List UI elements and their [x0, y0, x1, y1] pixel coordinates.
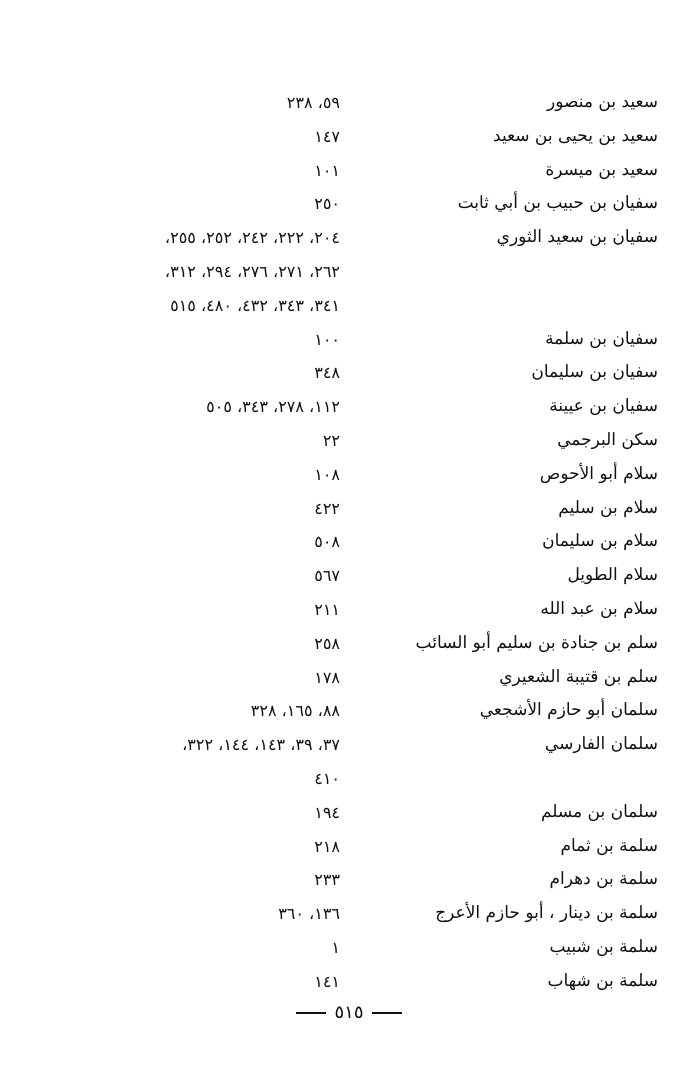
- entry-name: سفيان بن عيينة: [549, 396, 658, 417]
- index-entry: [0, 356, 698, 390]
- entry-name: سلمان أبو حازم الأشجعي: [479, 700, 658, 721]
- index-entry: [0, 255, 698, 289]
- entry-name: سلمان بن مسلم: [540, 801, 658, 822]
- entry-pages: ٢٥٨: [314, 633, 340, 653]
- entry-pages: ١١٢، ٢٧٨، ٣٤٣، ٥٠٥: [206, 397, 340, 417]
- entry-name: سلام بن سليمان: [542, 531, 658, 552]
- entry-pages: ٢٢: [322, 430, 340, 450]
- entry-name: سلام الطويل: [567, 565, 658, 586]
- page-number: ٥١٥: [334, 1002, 364, 1023]
- entry-name: سلم بن قتيبة الشعيري: [499, 666, 658, 687]
- entry-name: سلمة بن دهرام: [549, 869, 658, 890]
- index-entry: [0, 965, 698, 999]
- index-entry: [0, 593, 698, 627]
- index-entry: [0, 458, 698, 492]
- entry-pages: ٢٦٢، ٢٧١، ٢٧٦، ٢٩٤، ٣١٢،: [164, 261, 340, 281]
- entry-pages: ١٩٤: [314, 802, 340, 822]
- entry-name: سفيان بن سلمة: [545, 328, 658, 349]
- index-entry: [0, 424, 698, 458]
- footer-dash-left: [296, 1012, 326, 1014]
- entry-name: سلمة بن شهاب: [547, 970, 658, 991]
- footer-dash-right: [372, 1012, 402, 1014]
- index-entry: [0, 86, 698, 120]
- entry-name: سلمة بن شبيب: [549, 936, 658, 957]
- index-entry: [0, 323, 698, 357]
- index-entry: [0, 728, 698, 762]
- entry-pages: ٥٩، ٢٣٨: [286, 93, 340, 112]
- index-list: [0, 86, 698, 999]
- entry-name: سكن البرجمي: [557, 429, 658, 450]
- index-entry: [0, 154, 698, 188]
- entry-name: سعيد بن يحيى بن سعيد: [493, 125, 658, 146]
- entry-name: سلمة بن ثمام: [560, 835, 658, 856]
- entry-name: سلم بن جنادة بن سليم أبو السائب: [415, 632, 658, 653]
- entry-pages: ٣٤٨: [314, 363, 340, 383]
- entry-name: سلام بن عبد الله: [540, 598, 658, 619]
- index-entry: [0, 762, 698, 796]
- index-entry: [0, 931, 698, 965]
- index-entry: [0, 120, 698, 154]
- entry-name: سفيان بن سليمان: [531, 362, 658, 383]
- entry-pages: ١٠١: [314, 160, 340, 180]
- entry-pages: ٣٧، ٣٩، ١٤٣، ١٤٤، ٣٢٢،: [182, 735, 340, 755]
- entry-pages: ١: [331, 937, 340, 957]
- index-entry: [0, 796, 698, 830]
- entry-pages: ٥٦٧: [314, 566, 340, 586]
- entry-pages: ٢١٨: [314, 836, 340, 856]
- index-entry: [0, 559, 698, 593]
- entry-pages: ٤٢٢: [314, 498, 340, 518]
- index-entry: [0, 863, 698, 897]
- entry-pages: ١٣٦، ٣٦٠: [278, 904, 340, 924]
- entry-pages: ٨٨، ١٦٥، ٣٢٨: [250, 701, 340, 721]
- entry-pages: ٤١٠: [314, 768, 340, 788]
- index-entry: [0, 390, 698, 424]
- entry-pages: ١٠٠: [314, 329, 340, 349]
- entry-pages: ٢٣٣: [314, 870, 340, 890]
- entry-pages: ٥٠٨: [314, 532, 340, 552]
- index-entry: [0, 289, 698, 323]
- entry-name: سفيان بن حبيب بن أبي ثابت: [457, 193, 658, 214]
- entry-pages: ١٠٨: [314, 464, 340, 484]
- entry-name: سلام بن سليم: [558, 497, 658, 518]
- entry-pages: ٢٠٤، ٢٢٢، ٢٤٢، ٢٥٢، ٢٥٥،: [164, 228, 340, 248]
- page-footer: [0, 1002, 698, 1023]
- index-entry: [0, 525, 698, 559]
- index-entry: [0, 897, 698, 931]
- entry-name: سعيد بن منصور: [547, 92, 658, 112]
- index-entry: [0, 661, 698, 695]
- index-entry: [0, 694, 698, 728]
- index-entry: [0, 830, 698, 864]
- entry-pages: ٣٤١، ٣٤٣، ٤٣٢، ٤٨٠، ٥١٥: [170, 295, 340, 315]
- index-entry: [0, 221, 698, 255]
- entry-pages: ١٤١: [314, 971, 340, 991]
- entry-pages: ١٧٨: [314, 667, 340, 687]
- entry-name: سعيد بن ميسرة: [545, 159, 658, 180]
- entry-name: سلمة بن دينار ، أبو حازم الأعرج: [435, 903, 658, 924]
- entry-pages: ٢١١: [314, 599, 340, 619]
- entry-name: سلام أبو الأحوص: [539, 463, 658, 484]
- entry-pages: ١٤٧: [314, 126, 340, 146]
- entry-pages: ٢٥٠: [314, 194, 340, 214]
- index-entry: [0, 627, 698, 661]
- entry-name: سفيان بن سعيد الثوري: [496, 227, 658, 248]
- index-entry: [0, 492, 698, 526]
- index-entry: [0, 187, 698, 221]
- entry-name: سلمان الفارسي: [544, 734, 658, 755]
